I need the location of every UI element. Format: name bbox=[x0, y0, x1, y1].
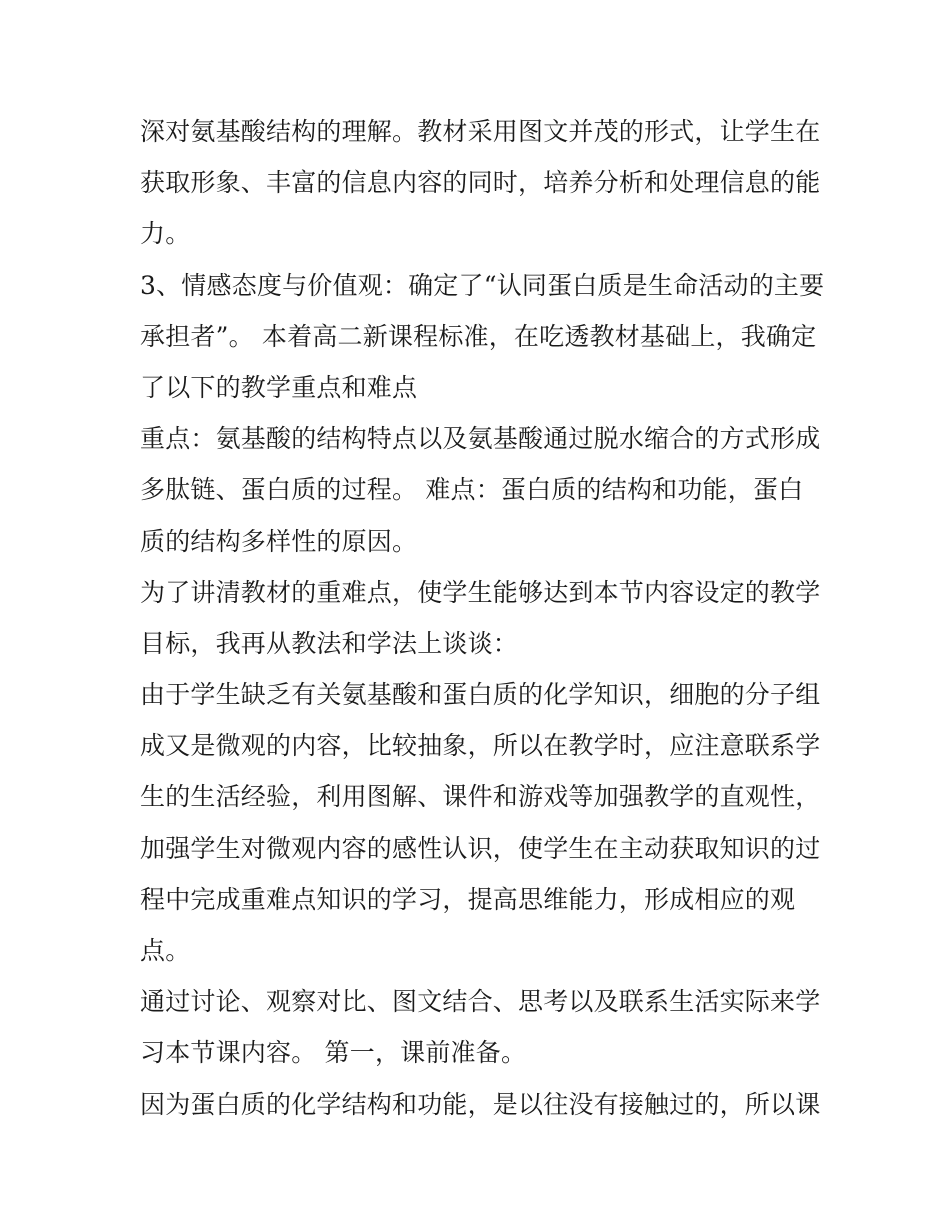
text-line: 点。 bbox=[140, 936, 191, 965]
text-line: 承担者”。 本着高二新课程标准，在吃透教材基础上，我确定 bbox=[140, 321, 817, 351]
text-line: 程中完成重难点知识的学习，提高思维能力，形成相应的观 bbox=[140, 884, 796, 914]
text-line: 力。 bbox=[140, 219, 191, 249]
text-line: 为了讲清教材的重难点，使学生能够达到本节内容设定的教学 bbox=[140, 577, 821, 607]
text-line: 因为蛋白质的化学结构和功能，是以往没有接触过的，所以课 bbox=[140, 1089, 821, 1119]
text-line: 生的生活经验，利用图解、课件和游戏等加强教学的直观性， bbox=[140, 782, 821, 812]
document-body bbox=[140, 106, 825, 1130]
text-line: 重点：氨基酸的结构特点以及氨基酸通过脱水缩合的方式形成 bbox=[140, 424, 821, 454]
text-line: 深对氨基酸结构的理解。教材采用图文并茂的形式，让学生在 bbox=[140, 117, 821, 146]
text-line: 了以下的教学重点和难点 bbox=[140, 372, 418, 402]
text-line: 成又是微观的内容，比较抽象，所以在教学时，应注意联系学 bbox=[140, 731, 821, 761]
text-line: 习本节课内容。 第一，课前准备。 bbox=[140, 1038, 527, 1068]
text-line: 通过讨论、观察对比、图文结合、思考以及联系生活实际来学 bbox=[140, 987, 821, 1017]
text-line: 加强学生对微观内容的感性认识，使学生在主动获取知识的过 bbox=[140, 833, 821, 863]
text-line: 由于学生缺乏有关氨基酸和蛋白质的化学知识，细胞的分子组 bbox=[140, 680, 821, 710]
text-line: 目标，我再从教法和学法上谈谈： bbox=[140, 628, 519, 658]
text-line: 质的结构多样性的原因。 bbox=[140, 526, 418, 556]
text-line: 多肽链、蛋白质的过程。 难点：蛋白质的结构和功能，蛋白 bbox=[140, 475, 804, 505]
text-line: 获取形象、丰富的信息内容的同时，培养分析和处理信息的能 bbox=[140, 168, 821, 198]
text-line: 3、情感态度与价值观：确定了“认同蛋白质是生命活动的主要 bbox=[140, 270, 825, 300]
